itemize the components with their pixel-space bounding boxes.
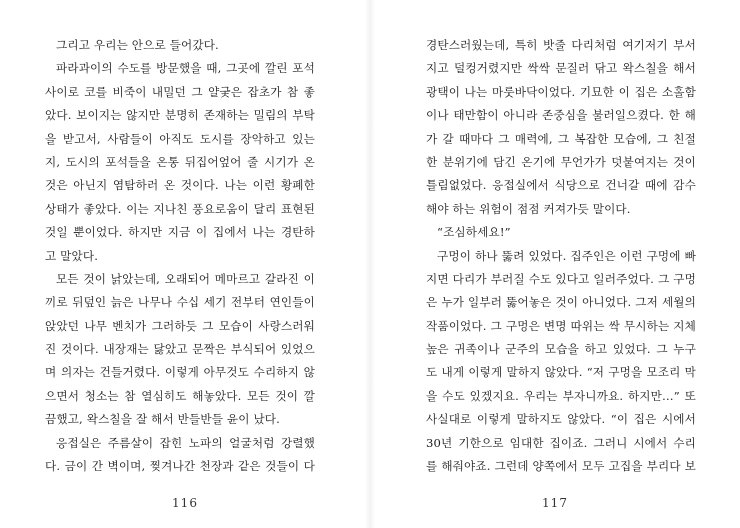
text-line: 것은 아닌지 염탐하러 온 것이다. 나는 이런 황폐한 [45, 178, 315, 193]
text-line: 앉았던 나무 벤치가 그러하듯 그 모습이 사랑스러워 [45, 318, 315, 333]
right-page-text [426, 34, 696, 478]
text-line: 을 수도 있겠지요. 우리는 부자니까요. 하지만…” 또 [426, 388, 696, 403]
text-line: 다. 금이 간 벽이며, 찢겨나간 천장과 같은 것들이 다 [45, 459, 315, 474]
text-line: 그리고 우리는 안으로 들어갔다. [56, 38, 219, 52]
text-line: 지고 덜컹거렸지만 싹싹 문질러 닦고 왁스칠을 해서 [426, 61, 696, 76]
text-line: 를 해줘야죠. 그런데 양쪽에서 모두 고집을 부리다 보 [426, 459, 696, 474]
text-line: 도 내게 이렇게 말하지 않았다. “저 구멍을 모조리 막 [426, 365, 696, 380]
text-line: 진 것이다. 내장재는 닳았고 문짝은 부식되어 있었으 [45, 342, 315, 357]
text-line: 작품이었다. 그 구멍은 변명 따위는 싹 무시하는 지체 [426, 318, 696, 333]
text-line: 은 누가 일부러 뚫어놓은 것이 아니었다. 그저 세월의 [426, 295, 696, 310]
text-line: 이나 태만함이 아니라 존중심을 불러일으켰다. 한 해 [426, 108, 696, 123]
text-line: 을 받고서, 사람들이 아직도 도시를 장악하고 있는 [45, 131, 315, 146]
text-line: 사이로 코를 비죽이 내밀던 그 얄궂은 잡초가 참 좋 [45, 84, 315, 99]
text-line: 지, 도시의 포석들을 온통 뒤집어엎어 줄 시기가 온 [45, 154, 315, 169]
text-line: 고 말았다. [45, 248, 99, 263]
text-line: 파라과이의 수도를 방문했을 때, 그곳에 깔린 포석 [56, 61, 315, 76]
text-line: 30년 기한으로 임대한 집이죠. 그러니 시에서 수리 [426, 435, 696, 450]
text-line: “조심하세요!” [437, 225, 511, 240]
text-line: 해야 하는 위험이 점점 커져가듯 말이다. [426, 201, 631, 216]
text-line: 구멍이 하나 뚫려 있었다. 집주인은 이런 구멍에 빠 [437, 248, 696, 263]
text-line: 광택이 나는 마룻바닥이었다. 기묘한 이 집은 소홀함 [426, 84, 696, 99]
text-line: 모든 것이 낡았는데, 오래되어 메마르고 갈라진 이 [56, 271, 315, 286]
text-line: 한 분위기에 담긴 온기에 무언가가 덧붙여지는 것이 [426, 154, 696, 169]
text-line: 틀림없었다. 응접실에서 식당으로 건너갈 때에 감수 [426, 178, 696, 193]
text-line: 지면 다리가 부러질 수도 있다고 일러주었다. 그 구멍 [426, 271, 696, 286]
text-line: 가 갈 때마다 그 매력에, 그 복잡한 모습에, 그 친절 [426, 131, 696, 146]
text-line: 상태가 좋았다. 이는 지나친 풍요로움이 달리 표현된 [45, 201, 315, 216]
text-line: 높은 귀족이나 군주의 모습을 하고 있었다. 그 누구 [426, 342, 696, 357]
right-page-number: 117 [542, 496, 568, 510]
text-line: 응접실은 주름살이 잡힌 노파의 얼굴처럼 강렬했 [56, 435, 315, 450]
text-line: 으면서 청소는 참 열심히도 해놓았다. 모든 것이 깔 [45, 388, 315, 403]
text-line: 사실대로 이렇게 말하지도 않았다. “이 집은 시에서 [426, 412, 696, 427]
text-line: 며 의자는 건들거렸다. 이렇게 아무것도 수리하지 않 [45, 365, 315, 380]
text-line: 경탄스러웠는데, 특히 밧줄 다리처럼 여기저기 부서 [426, 38, 696, 52]
text-line: 았다. 보이지는 않지만 분명히 존재하는 밀림의 부탁 [45, 108, 315, 123]
left-page-number: 116 [172, 496, 198, 510]
text-line: 끼로 뒤덮인 늙은 나무나 수십 세기 전부터 연인들이 [45, 295, 315, 310]
text-line: 끔했고, 왁스칠을 잘 해서 반들반들 윤이 났다. [45, 412, 280, 427]
left-page-text [45, 34, 315, 478]
text-line: 것일 뿐이었다. 하지만 지금 이 집에서 나는 경탄하 [45, 225, 315, 240]
right-page [370, 0, 740, 528]
